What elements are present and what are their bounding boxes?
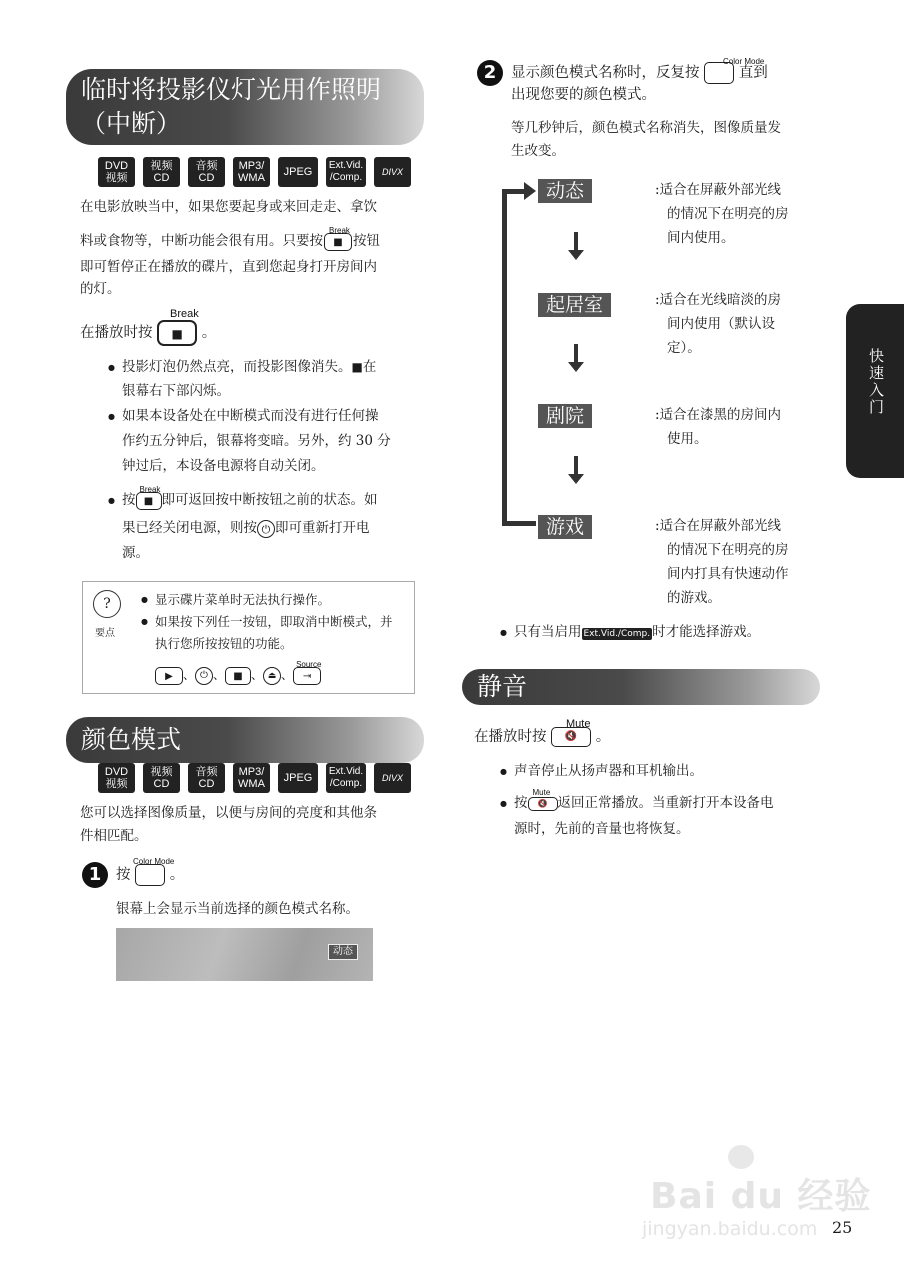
mute-bullet2-line2: 源时，先前的音量也将恢复。 bbox=[514, 821, 690, 837]
bullet3-b: 即可返回按中断按钮之前的状态。如 bbox=[161, 492, 378, 508]
mode-game-desc2: 的情况下在明亮的房 bbox=[667, 542, 789, 558]
mode-living: 起居室 bbox=[538, 293, 611, 317]
step2-line2: 出现您要的颜色模式。 bbox=[511, 87, 656, 103]
badge-vcd: 视频 CD bbox=[143, 157, 180, 187]
arrow-down-1-icon bbox=[574, 232, 578, 252]
sep1: 、 bbox=[183, 668, 196, 682]
stop-key: ■ bbox=[225, 667, 251, 685]
mute-bullet1: ● 声音停止从扬声器和耳机输出。 bbox=[500, 759, 703, 784]
break-key-label: Break bbox=[329, 225, 350, 235]
bullet3-l2a: 果已经关闭电源，则按 bbox=[122, 520, 257, 536]
color-intro-line1: 您可以选择图像质量，以便与房间的亮度和其他条 bbox=[80, 805, 377, 821]
mode-theatre: 剧院 bbox=[538, 404, 592, 428]
cycle-arrow-head-icon bbox=[524, 182, 536, 200]
source-key: Source ⇥ bbox=[293, 667, 321, 685]
mute-title: 静音 bbox=[477, 672, 528, 701]
game-note-b: 时才能选择游戏。 bbox=[652, 624, 761, 640]
power-icon: ⏻ bbox=[257, 520, 275, 538]
break-cup-icon: ■ bbox=[351, 360, 363, 374]
para1-line2b: 按钮 bbox=[353, 233, 380, 249]
step2-desc-line1: 等几秒钟后，颜色模式名称消失，图像质量发 bbox=[511, 120, 781, 136]
side-tab-quick-start[interactable] bbox=[846, 304, 904, 478]
mode-living-desc3: 定）。 bbox=[667, 340, 701, 356]
step2-l1b: 直到 bbox=[738, 65, 768, 81]
screen-mode-label: 动态 bbox=[328, 944, 358, 960]
mode-game: 游戏 bbox=[538, 515, 592, 539]
mode-dynamic-desc2: 的情况下在明亮的房 bbox=[667, 206, 789, 222]
break-key-inline: Break ■ bbox=[324, 233, 352, 251]
para1-line2a: 料或食物等，中断功能会很有用。只要按 bbox=[80, 233, 323, 249]
para1-line4: 的灯。 bbox=[80, 281, 121, 297]
mode-game-desc3: 间内打具有快速动作 bbox=[667, 566, 789, 582]
mode-game-desc4: 的游戏。 bbox=[667, 590, 721, 606]
tip2-line2: 执行您所按按钮的功能。 bbox=[155, 636, 293, 651]
tip1: ● 显示碟片菜单时无法执行操作。 bbox=[141, 589, 330, 611]
step2-desc-line2: 生改变。 bbox=[511, 143, 565, 159]
game-note-badge: Ext.Vid./Comp. bbox=[583, 629, 651, 639]
color-mode-key-2-label: Color Mode bbox=[723, 57, 765, 66]
badge-extvid-2: Ext.Vid. /Comp. bbox=[326, 763, 366, 793]
source-key-label: Source bbox=[296, 659, 322, 669]
sep3: 、 bbox=[251, 668, 264, 682]
mute-key-label: Mute bbox=[566, 718, 591, 730]
bullet1-line2: 银幕右下部闪烁。 bbox=[122, 383, 230, 399]
badge-acd: 音频 CD bbox=[188, 157, 225, 187]
eject-key-icon: ⏏ bbox=[263, 667, 281, 685]
badge-dvd: DVD 视频 bbox=[98, 157, 135, 187]
mode-dynamic-desc1: :适合在屏蔽外部光线 bbox=[655, 182, 782, 198]
badge-jpeg-2: JPEG bbox=[278, 763, 318, 793]
mode-living-desc2: 间内使用（默认设 bbox=[667, 316, 775, 332]
mode-dynamic-desc3: 间内使用。 bbox=[667, 230, 735, 246]
break-key-bullet: Break ■ bbox=[136, 492, 162, 510]
game-note bbox=[500, 620, 760, 647]
step1-a: 按 bbox=[116, 867, 131, 883]
break-press-end: 。 bbox=[201, 325, 217, 341]
color-intro-line2: 件相匹配。 bbox=[80, 828, 148, 844]
cycle-loop-line bbox=[502, 189, 507, 526]
mute-bullet2-a: 按 bbox=[514, 795, 528, 811]
bullet1-line1 bbox=[108, 355, 376, 380]
mode-dynamic: 动态 bbox=[538, 179, 592, 203]
badge-acd-2: 音频 CD bbox=[188, 763, 225, 793]
para1-line2 bbox=[80, 225, 380, 254]
color-mode-title: 颜色模式 bbox=[81, 725, 182, 754]
badge-jpeg: JPEG bbox=[278, 157, 318, 187]
color-mode-key-1 bbox=[135, 864, 165, 886]
mute-press-end: 。 bbox=[595, 729, 611, 745]
badge-divx-2: DIVX bbox=[374, 763, 411, 793]
bullet3-l2b: 即可重新打开电 bbox=[275, 520, 370, 536]
step1-number: 1 bbox=[82, 862, 108, 888]
badge-vcd-2: 视频 CD bbox=[143, 763, 180, 793]
bullet3-a: 按 bbox=[122, 492, 136, 508]
power-key-icon: ⏻ bbox=[195, 667, 213, 685]
mode-theatre-desc2: 使用。 bbox=[667, 431, 708, 447]
tip-box bbox=[82, 581, 415, 694]
step1-b: 。 bbox=[169, 867, 185, 883]
page-number: 25 bbox=[832, 1218, 853, 1237]
mute-key-inline-label: Mute bbox=[532, 787, 551, 797]
section-title-break bbox=[66, 69, 424, 145]
badge-dvd-2: DVD 视频 bbox=[98, 763, 135, 793]
tip-buttons-row bbox=[155, 659, 322, 685]
tip-label: 要点 bbox=[95, 628, 115, 639]
play-key: ▶ bbox=[155, 667, 183, 685]
cycle-loop-top bbox=[502, 189, 526, 194]
arrow-down-3-icon bbox=[574, 456, 578, 476]
mode-theatre-desc1: :适合在漆黑的房间内 bbox=[655, 407, 782, 423]
cycle-loop-bottom bbox=[502, 521, 536, 526]
watermark-url: jingyan.baidu.com bbox=[642, 1218, 818, 1240]
watermark-paw-icon bbox=[728, 1145, 754, 1169]
bullet3-line3: 源。 bbox=[122, 545, 149, 561]
break-press-row bbox=[80, 318, 216, 348]
screen-preview bbox=[116, 928, 373, 981]
step2-l1a: 显示颜色模式名称时，反复按 bbox=[511, 65, 700, 81]
mute-key: 🔇 bbox=[551, 727, 591, 747]
lightbulb-icon: ? bbox=[93, 590, 121, 618]
badge-divx: DIVX bbox=[374, 157, 411, 187]
step2-number: 2 bbox=[477, 60, 503, 86]
bullet1-b: 在 bbox=[362, 359, 377, 375]
section-title-line1: 临时将投影仪灯光用作照明 bbox=[81, 75, 382, 104]
mute-key-inline: Mute 🔇 bbox=[528, 797, 558, 811]
format-badges-1 bbox=[98, 157, 411, 187]
bullet1-a: 投影灯泡仍然点亮，而投影图像消失。 bbox=[122, 359, 352, 375]
mute-bullet2-b: 返回正常播放。当重新打开本设备电 bbox=[557, 795, 774, 811]
bullet3-line1 bbox=[108, 484, 378, 513]
sep2: 、 bbox=[213, 668, 226, 682]
section-title-line2: （中断） bbox=[81, 109, 182, 138]
mute-press-text: 在播放时按 bbox=[474, 729, 547, 745]
badge-mp3-2: MP3/ WMA bbox=[233, 763, 270, 793]
section-title-mute bbox=[462, 669, 820, 705]
badge-mp3: MP3/ WMA bbox=[233, 157, 270, 187]
arrow-down-2-icon bbox=[574, 344, 578, 364]
badge-extvid: Ext.Vid. /Comp. bbox=[326, 157, 366, 187]
break-key-bullet-label: Break bbox=[139, 484, 161, 494]
break-press-text: 在播放时按 bbox=[80, 325, 153, 341]
section-title-color-mode bbox=[66, 717, 424, 763]
bullet3-line2 bbox=[122, 516, 370, 541]
bullet2-line2: 作约五分钟后，银幕将变暗。另外，约 30 分 bbox=[122, 433, 391, 449]
side-tab-label: 快速入门 bbox=[867, 348, 885, 416]
step1-desc: 银幕上会显示当前选择的颜色模式名称。 bbox=[116, 901, 359, 917]
tip2-line1: ● 如果按下列任一按钮，即取消中断模式，并 bbox=[141, 611, 393, 633]
mute-bullet2-line1 bbox=[500, 787, 774, 816]
bullet2-line3: 钟过后，本设备电源将自动关闭。 bbox=[122, 458, 325, 474]
para1-line1: 在电影放映当中，如果您要起身或来回走走、拿饮 bbox=[80, 199, 377, 215]
game-note-a: 只有当启用 bbox=[514, 624, 582, 640]
sep4: 、 bbox=[281, 668, 294, 682]
watermark-brand: Bai du 经验 bbox=[650, 1176, 872, 1217]
break-key-top-label: Break bbox=[170, 308, 199, 320]
para1-line3: 即可暂停正在播放的碟片，直到您起身打开房间内 bbox=[80, 259, 377, 275]
bullet2-line1: ● 如果本设备处在中断模式而没有进行任何操 bbox=[108, 404, 379, 429]
mode-living-desc1: :适合在光线暗淡的房 bbox=[655, 292, 782, 308]
mode-game-desc1: :适合在屏蔽外部光线 bbox=[655, 518, 782, 534]
color-mode-key-1-label: Color Mode bbox=[133, 857, 175, 866]
format-badges-2 bbox=[98, 763, 411, 793]
break-key: ■ bbox=[157, 320, 197, 346]
